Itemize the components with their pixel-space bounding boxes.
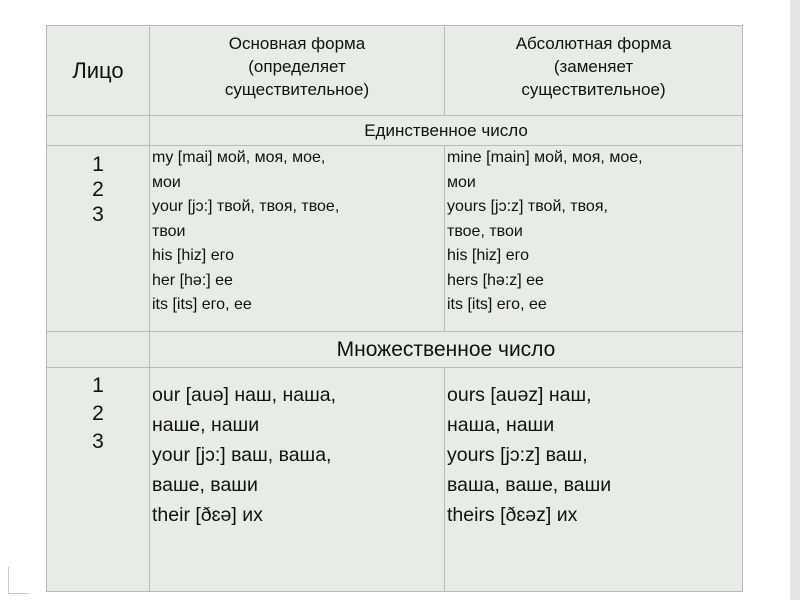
header-absolute-form-line: существительное): [521, 80, 666, 99]
header-absolute-form-line: (заменяет: [553, 57, 634, 76]
singular-basic-form-cell: [150, 146, 445, 332]
pronoun-line: наше, наши: [152, 414, 260, 436]
plural-section-label: Множественное число: [150, 332, 743, 368]
person-number: 3: [92, 203, 104, 226]
person-number: 2: [92, 402, 104, 425]
pronoun-line: наша, наши: [447, 414, 555, 436]
singular-section-row: [47, 116, 743, 146]
singular-absolute-form-cell: [445, 146, 743, 332]
header-person-cell: [47, 26, 150, 116]
person-number: 1: [92, 153, 104, 176]
pronoun-line: мои: [447, 173, 476, 191]
singular-person-numbers: [47, 146, 150, 332]
header-row: [47, 26, 743, 116]
pronoun-line: твое, твои: [447, 222, 523, 240]
pronoun-line: mine [main] мой, моя, мое,: [447, 149, 643, 166]
header-basic-form-line: (определяет: [248, 57, 346, 76]
pronoun-line: ours [auəz] наш,: [447, 384, 592, 406]
plural-person-numbers: [47, 368, 150, 592]
pronoun-line: your [jɔ:] твой, твоя, твое,: [152, 198, 340, 215]
header-basic-form-line: Основная форма: [228, 34, 366, 53]
pronoun-line: yours [jɔ:z] твой, твоя,: [447, 198, 608, 215]
pronoun-line: yours [jɔ:z] ваш,: [447, 444, 588, 466]
pronoun-line: its [its] его, ее: [152, 296, 252, 313]
person-number: 3: [92, 430, 104, 453]
pronoun-line: ваше, ваши: [152, 474, 258, 496]
pronoun-line: theirs [ðɛəz] их: [447, 504, 578, 526]
pronoun-line: ваша, ваше, ваши: [447, 474, 612, 496]
header-person: Лицо: [72, 57, 124, 83]
pronoun-line: its [its] его, ее: [447, 296, 547, 313]
pronoun-line: your [jɔ:] ваш, ваша,: [152, 444, 332, 466]
slide-edge-bar: [790, 0, 800, 600]
pronoun-line: her [hə:] ее: [152, 271, 233, 289]
plural-basic-form-cell: [150, 368, 445, 592]
plural-absolute-form-cell: [445, 368, 743, 592]
pronoun-line: hers [hə:z] ее: [447, 271, 544, 289]
pronoun-line: твои: [152, 222, 186, 240]
header-basic-form-line: существительное): [224, 80, 370, 99]
pronoun-line: his [hiz] его: [447, 247, 529, 264]
plural-section-row: [47, 332, 743, 368]
pronoun-line: our [auə] наш, наша,: [152, 384, 337, 406]
plural-section-empty-cell: [47, 332, 150, 368]
singular-section-label: Единственное число: [150, 116, 743, 146]
pronoun-line: their [ðɛə] их: [152, 504, 263, 526]
pronoun-table: [46, 25, 743, 592]
singular-row: [47, 146, 743, 332]
person-number: 1: [92, 374, 104, 397]
corner-decoration: [8, 567, 29, 594]
singular-section-empty-cell: [47, 116, 150, 146]
header-absolute-form-cell: [445, 26, 743, 116]
person-number: 2: [92, 178, 104, 201]
pronoun-line: my [mai] мой, моя, мое,: [152, 149, 326, 166]
pronoun-line: his [hiz] его: [152, 247, 234, 264]
header-basic-form-cell: [150, 26, 445, 116]
pronoun-line: мои: [152, 173, 181, 191]
header-absolute-form-line: Абсолютная форма: [515, 34, 672, 53]
plural-row: [47, 368, 743, 592]
